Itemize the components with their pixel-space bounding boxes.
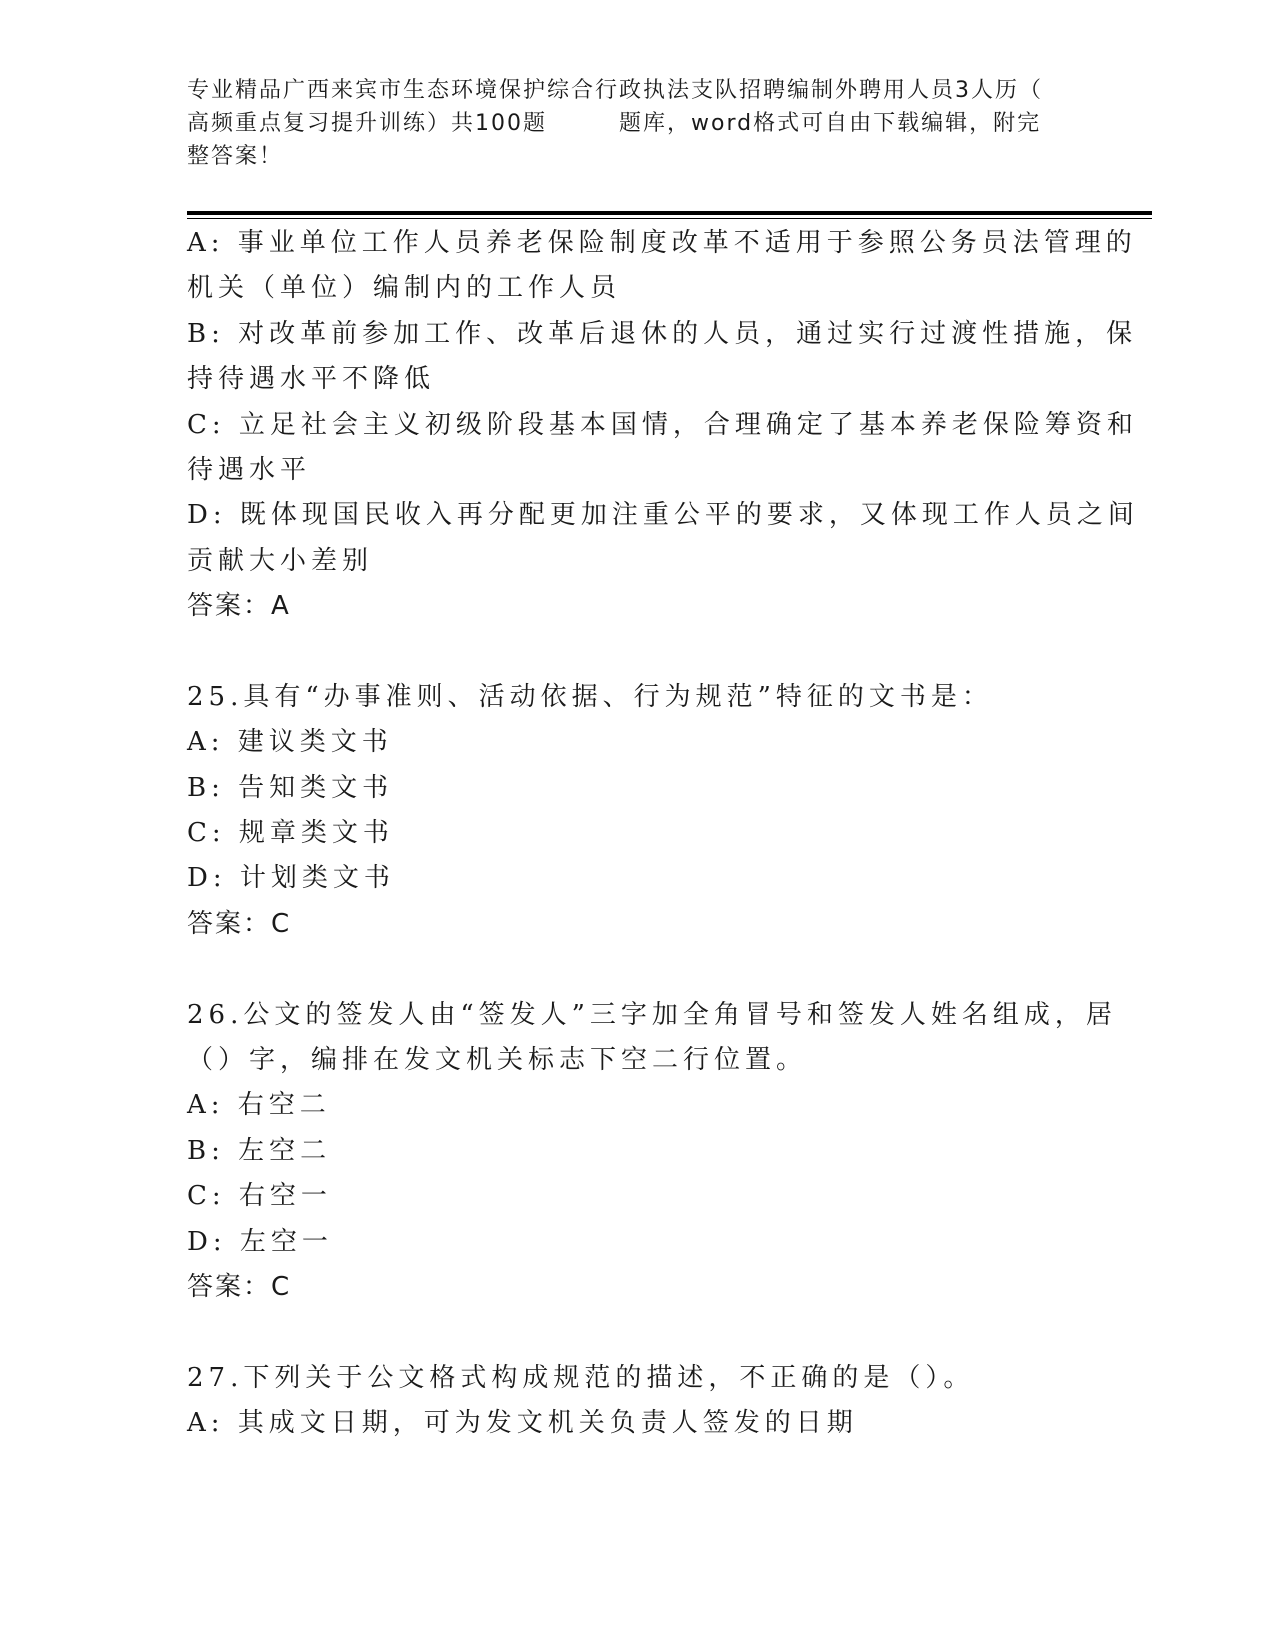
- q24-option-a-line-1: A: 事业单位工作人员养老保险制度改革不适用于参照公务员法管理的: [187, 228, 1137, 258]
- spacer: [187, 630, 1087, 675]
- q24-option-a-line-2: 机关（单位）编制内的工作人员: [187, 273, 622, 304]
- q25-answer: 答案：C: [187, 908, 292, 939]
- q26-option-c: C: 右空一: [187, 1181, 332, 1212]
- spacer: [187, 1310, 1087, 1355]
- header-divider-thin: [187, 218, 1152, 219]
- q26-stem-line-2: （）字，编排在发文机关标志下空二行位置。: [187, 1045, 808, 1076]
- q25-option-d: D: 计划类文书: [187, 863, 395, 894]
- q26-option-b: B: 左空二: [187, 1135, 332, 1166]
- document-header: [187, 74, 1087, 173]
- q25-option-c: C: 规章类文书: [187, 818, 394, 849]
- question-content: [187, 221, 1139, 1447]
- header-line-3: 整答案！: [187, 144, 284, 169]
- q25-stem: 25.具有“办事准则、活动依据、行为规范”特征的文书是：: [187, 681, 993, 712]
- q26-stem-line-1: 26.公文的签发人由“签发人”三字加全角冒号和签发人姓名组成，居: [187, 999, 1117, 1030]
- q25-option-b: B: 告知类文书: [187, 772, 394, 803]
- q27-option-a: A: 其成文日期，可为发文机关负责人签发的日期: [187, 1408, 858, 1439]
- header-divider-thick: [187, 211, 1152, 215]
- q24-option-c-line-2: 待遇水平: [187, 454, 312, 485]
- spacer: [187, 947, 1087, 992]
- header-line-2: 高频重点复习提升训练）共100题 题库，word格式可自由下载编辑，附完: [187, 111, 1042, 136]
- q27-stem: 27.下列关于公文格式构成规范的描述，不正确的是（）。: [187, 1362, 975, 1393]
- q25-option-a: A: 建议类文书: [187, 727, 393, 758]
- q24-option-d-line-1: D: 既体现国民收入再分配更加注重公平的要求，又体现工作人员之间: [187, 500, 1139, 531]
- q24-answer: 答案：A: [187, 591, 291, 622]
- q26-answer: 答案：C: [187, 1271, 292, 1302]
- q26-option-a: A: 右空二: [187, 1090, 331, 1121]
- q24-option-c-line-1: C: 立足社会主义初级阶段基本国情，合理确定了基本养老保险筹资和: [187, 409, 1138, 440]
- q24-option-d-line-2: 贡献大小差别: [187, 545, 374, 576]
- q24-option-b-line-2: 持待遇水平不降低: [187, 364, 436, 395]
- header-line-1: 专业精品广西来宾市生态环境保护综合行政执法支队招聘编制外聘用人员3人历（: [187, 78, 1043, 103]
- q26-option-d: D: 左空一: [187, 1226, 333, 1257]
- q24-option-b-line-1: B: 对改革前参加工作、改革后退休的人员，通过实行过渡性措施，保: [187, 318, 1138, 349]
